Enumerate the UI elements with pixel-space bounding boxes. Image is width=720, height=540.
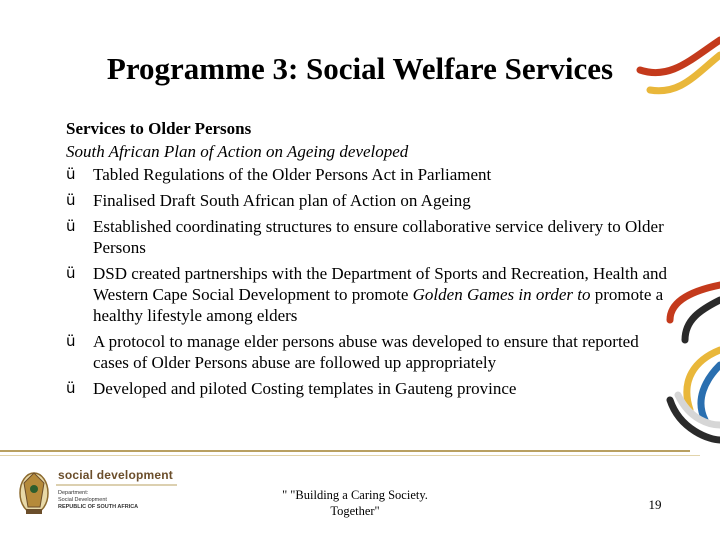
bullet-text: Finalised Draft South African plan of Action on Ageing [93,191,471,210]
bullet-text: Tabled Regulations of the Older Persons Act in Parliament [93,165,492,184]
logo-dept-line3: REPUBLIC OF SOUTH AFRICA [58,504,139,510]
bullet-item [66,331,676,373]
checkmark-icon: ü [66,379,76,397]
bullet-item [66,190,676,211]
checkmark-icon: ü [66,264,76,282]
page-number: 19 [648,497,662,512]
footer-divider [0,450,690,452]
section-heading: Services to Older Persons [66,119,252,138]
bullet-text: A protocol to manage elder persons abuse was developed to ensure that reported cases of Older Persons abuse are followed up appropriately [93,332,639,372]
slide-body [66,118,676,404]
bullet-list [66,164,676,399]
bullet-text: Golden Games in order to [412,285,591,304]
bullet-text: Developed and piloted Costing templates in Gauteng province [93,379,517,398]
logo-department [58,490,188,511]
bullet-text: DSD created partnerships with the Department of Sports and Recreation, Health and Western Cape Social Development to promote [93,264,668,304]
bullet-item [66,216,676,258]
checkmark-icon: ü [66,332,76,350]
footer-slogan [250,487,460,519]
logo-dept-line2: Social Development [58,497,107,503]
checkmark-icon: ü [66,217,76,235]
slide-title: Programme 3: Social Welfare Services [106,51,614,86]
footer-line1: " "Building a Caring Society. [282,488,428,502]
logo-dept-line1: Department: [58,490,89,496]
bullet-item [66,263,676,326]
bullet-text: Established coordinating structures to ensure collaborative service delivery to Older Persons [93,217,664,257]
footer-line2: Together" [330,504,380,518]
logo-wordmark: social development [58,468,173,482]
bullet-item [66,164,676,185]
checkmark-icon: ü [66,191,76,209]
bullet-item [66,378,676,399]
section-subheading: South African Plan of Action on Ageing developed [66,142,409,161]
bullet-text: promote a healthy lifestyle among elders [93,285,664,325]
checkmark-icon: ü [66,165,76,183]
footer-divider-thin [0,455,700,456]
